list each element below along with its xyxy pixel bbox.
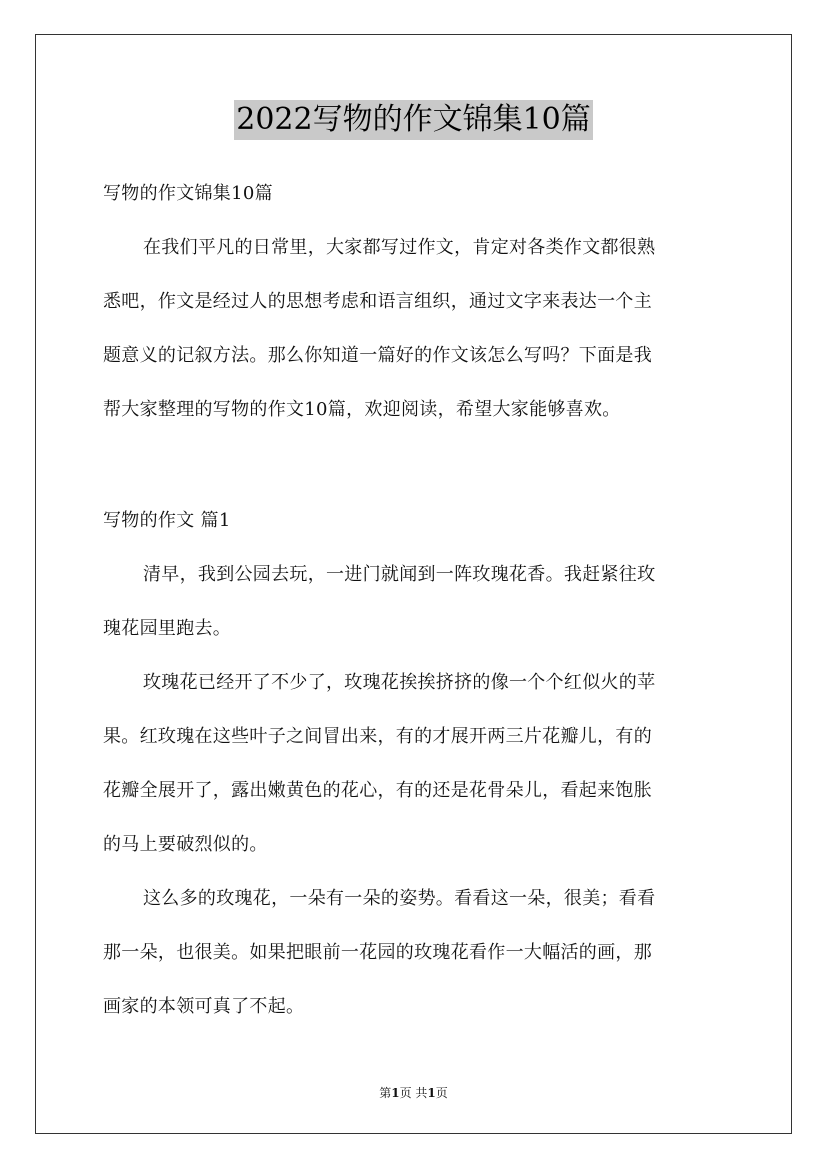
paragraph-line: 这么多的玫瑰花，一朵有一朵的姿势。看看这一朵，很美；看看 xyxy=(143,888,656,909)
page-footer xyxy=(0,1084,827,1101)
footer-page-number: 1 xyxy=(391,1086,400,1100)
footer-page-prefix: 第 xyxy=(379,1086,392,1100)
footer-total-suffix: 页 xyxy=(435,1086,448,1100)
paragraph-line: 瑰花园里跑去。 xyxy=(103,618,232,639)
intro-line: 题意义的记叙方法。那么你知道一篇好的作文该怎么写吗？下面是我 xyxy=(103,345,652,366)
paragraph-line: 花瓣全展开了，露出嫩黄色的花心，有的还是花骨朵儿，看起来饱胀 xyxy=(103,780,652,801)
document-title: 2022写物的作文锦集10篇 xyxy=(234,100,593,140)
paragraph-line: 那一朵，也很美。如果把眼前一花园的玫瑰花看作一大幅活的画，那 xyxy=(103,942,652,963)
intro-line: 悉吧，作文是经过人的思想考虑和语言组织，通过文字来表达一个主 xyxy=(103,291,652,312)
paragraph-line: 玫瑰花已经开了不少了，玫瑰花挨挨挤挤的像一个个红似火的苹 xyxy=(143,672,656,693)
intro-line: 帮大家整理的写物的作文10篇，欢迎阅读，希望大家能够喜欢。 xyxy=(103,399,621,420)
footer-total-pages: 1 xyxy=(427,1086,436,1100)
title-wrap xyxy=(0,100,827,140)
paragraph-line: 果。红玫瑰在这些叶子之间冒出来，有的才展开两三片花瓣儿，有的 xyxy=(103,726,652,747)
paragraph-line: 的马上要破烈似的。 xyxy=(103,834,268,855)
document-subtitle: 写物的作文锦集10篇 xyxy=(103,183,273,204)
intro-line: 在我们平凡的日常里，大家都写过作文，肯定对各类作文都很熟 xyxy=(143,237,656,258)
footer-page-suffix: 页 共 xyxy=(399,1086,428,1100)
section-heading: 写物的作文 篇1 xyxy=(103,510,231,531)
paragraph-line: 清早，我到公园去玩，一进门就闻到一阵玫瑰花香。我赶紧往玫 xyxy=(143,564,656,585)
paragraph-line: 画家的本领可真了不起。 xyxy=(103,996,305,1017)
